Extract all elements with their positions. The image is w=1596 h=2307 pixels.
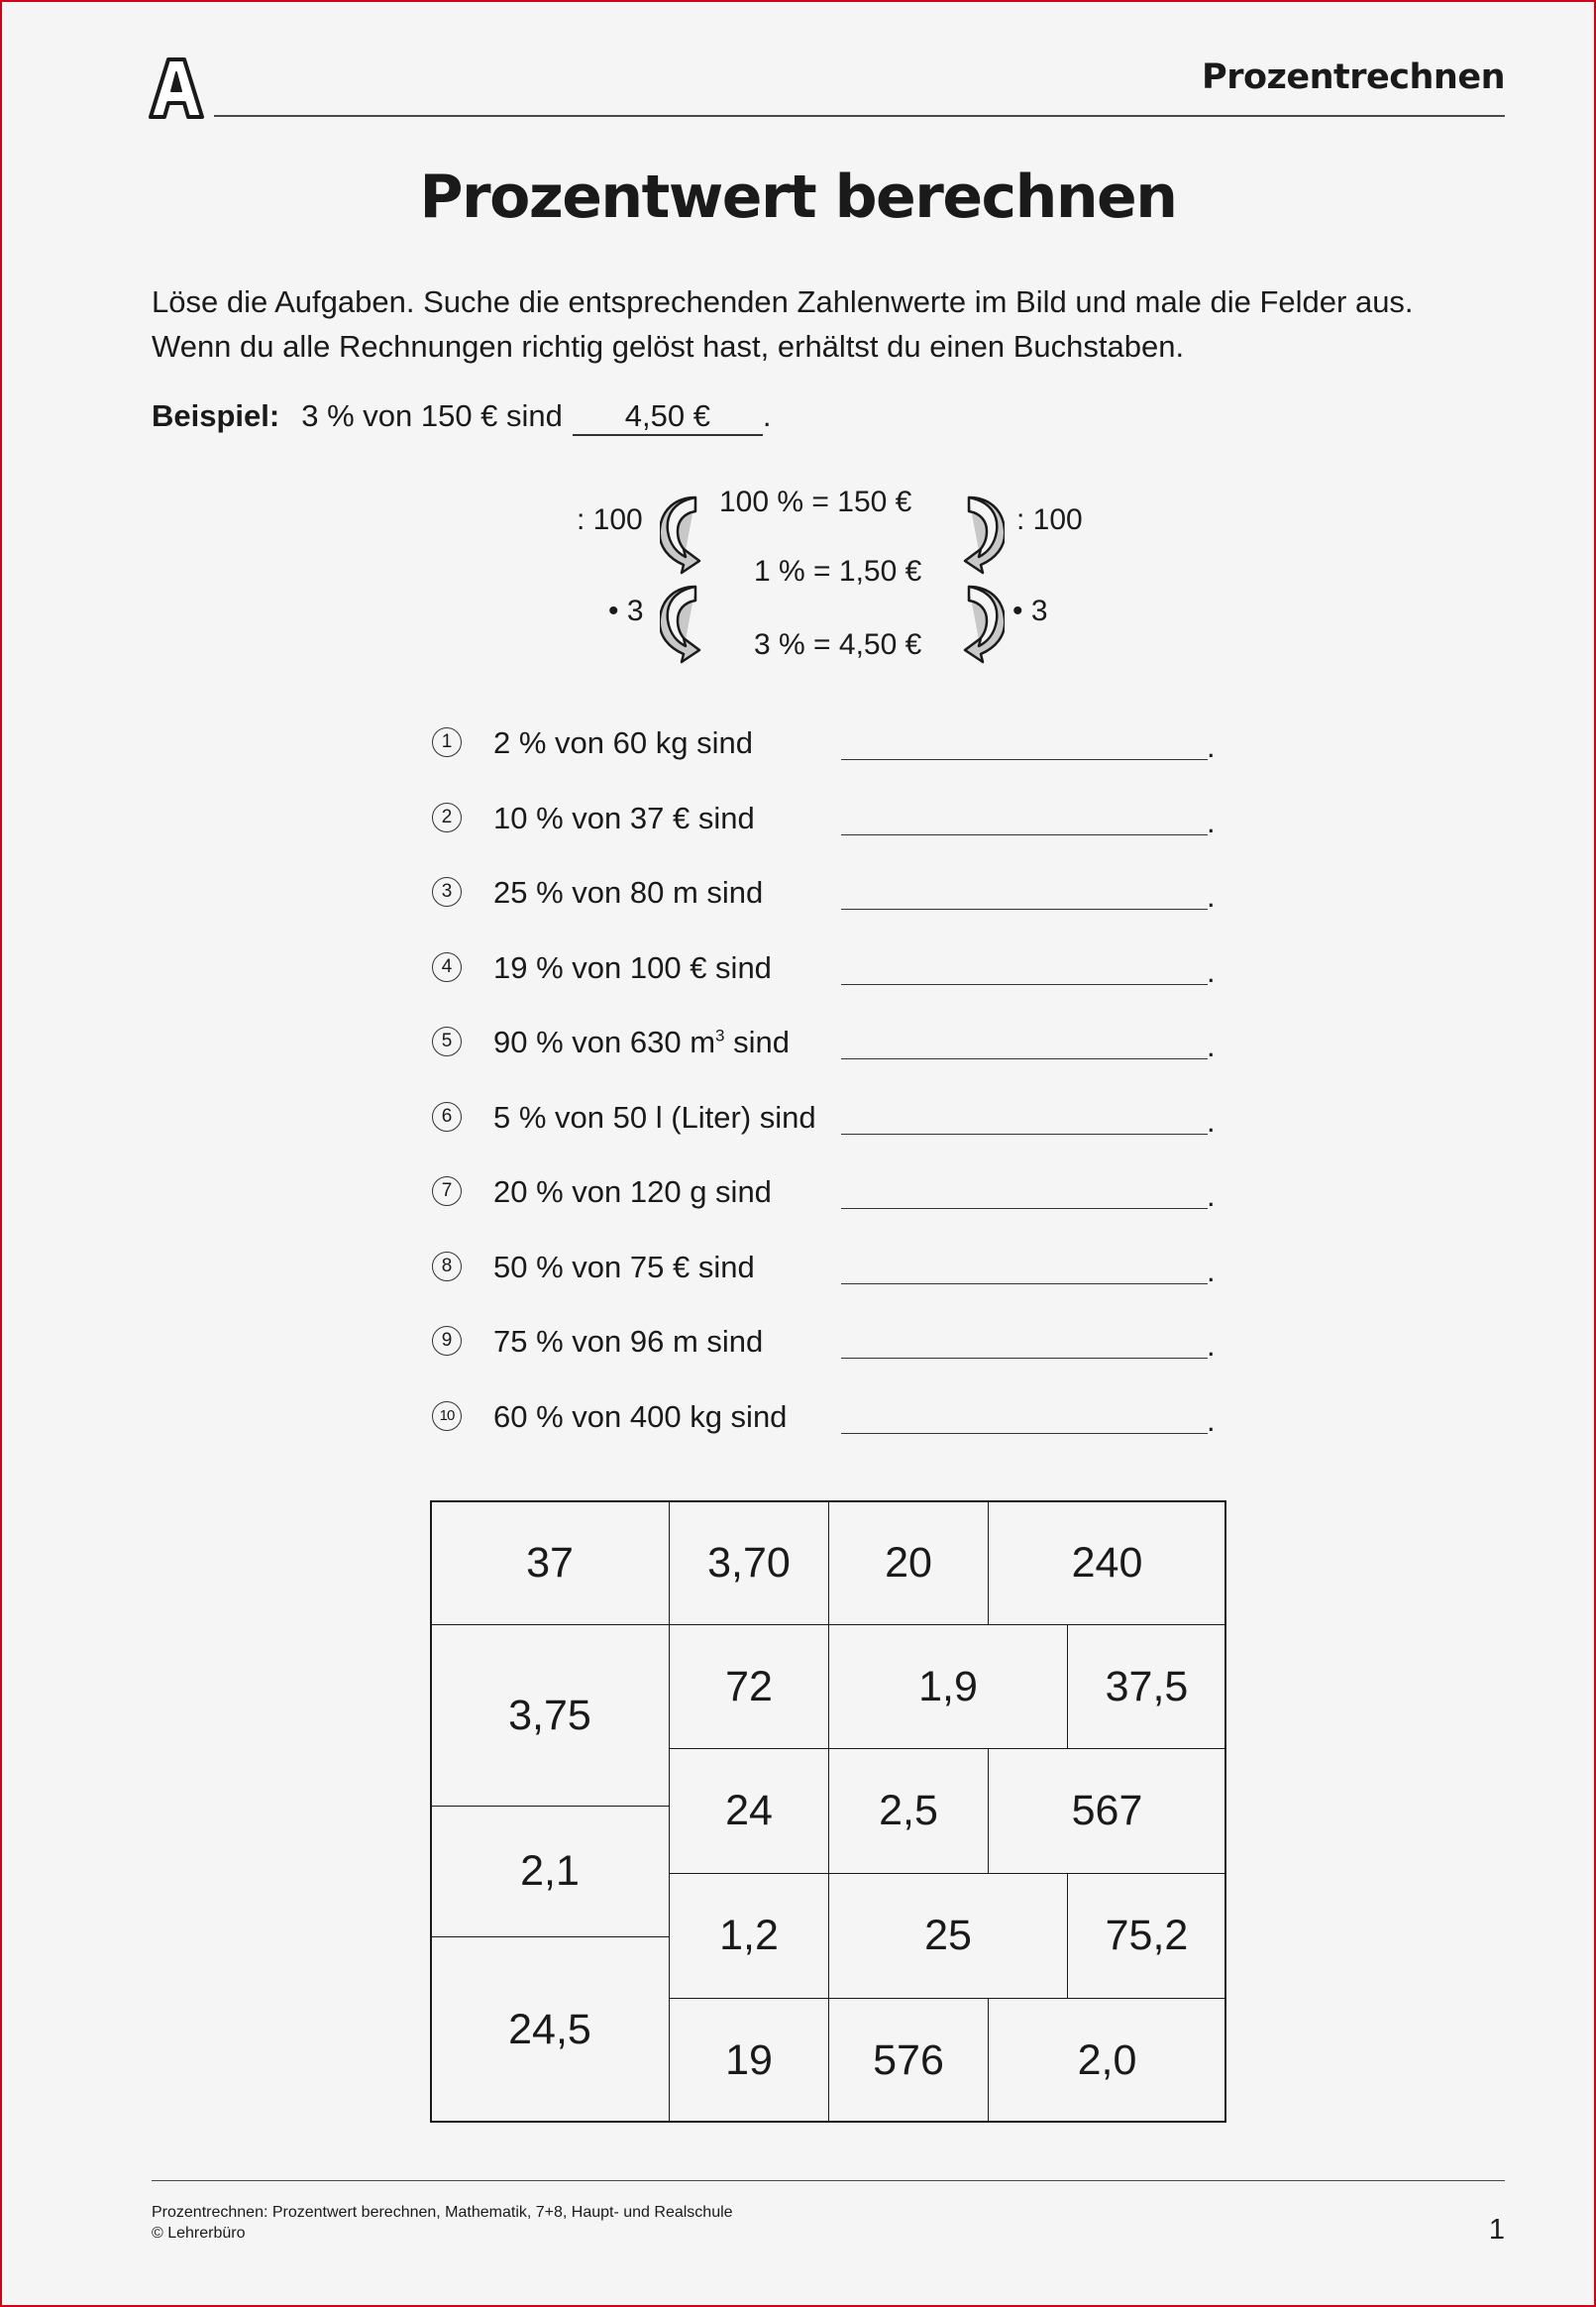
task-text: 5 % von 50 l (Liter) sind <box>493 1100 816 1135</box>
diagram-op-left-top: : 100 <box>577 503 643 536</box>
task-number: 3 <box>432 877 462 907</box>
task-period: . <box>1207 954 1216 989</box>
grid-cell[interactable]: 2,5 <box>828 1748 989 1874</box>
task-item <box>430 948 1223 992</box>
logo-letter-a <box>147 55 206 121</box>
coloring-grid <box>430 1500 1226 2123</box>
task-period: . <box>1207 1403 1216 1438</box>
task-number: 10 <box>432 1401 462 1431</box>
grid-cell[interactable]: 2,0 <box>988 1998 1226 2123</box>
grid-cell[interactable]: 37,5 <box>1067 1624 1226 1749</box>
page-title: Prozentwert berechnen <box>419 163 1177 232</box>
diagram-row-1: 100 % = 150 € <box>719 486 912 518</box>
example <box>152 398 772 436</box>
footer-divider <box>152 2180 1505 2181</box>
grid-cell[interactable]: 1,2 <box>669 1873 829 1999</box>
example-end: . <box>762 398 772 433</box>
example-answer: 4,50 € <box>573 398 763 436</box>
footer-source: Prozentrechnen: Prozentwert berechnen, Mathematik, 7+8, Haupt- und Realschule <box>152 2204 733 2221</box>
instructions-line-2: Wenn du alle Rechnungen richtig gelöst hast, erhältst du einen Buchstaben. <box>152 329 1185 364</box>
task-number: 4 <box>432 952 462 982</box>
example-text: 3 % von 150 € sind <box>301 398 563 433</box>
curved-arrow-left-top-icon <box>660 495 709 575</box>
page-number: 1 <box>1488 2214 1505 2246</box>
task-item <box>430 799 1223 842</box>
task-text: 50 % von 75 € sind <box>493 1250 755 1284</box>
curved-arrow-left-bottom-icon <box>660 585 709 664</box>
task-item <box>430 873 1223 917</box>
grid-cell[interactable]: 1,9 <box>828 1624 1068 1749</box>
task-text-tail: sind <box>724 1025 790 1059</box>
task-item <box>430 1023 1223 1066</box>
grid-cell[interactable]: 3,75 <box>430 1624 670 1807</box>
task-number: 5 <box>432 1027 462 1056</box>
answer-line[interactable] <box>841 834 1208 835</box>
answer-line[interactable] <box>841 984 1208 985</box>
diagram-row-2: 1 % = 1,50 € <box>754 555 922 588</box>
task-period: . <box>1207 1104 1216 1139</box>
grid-cell[interactable]: 20 <box>828 1500 989 1625</box>
task-text-main: 90 % von 630 m <box>493 1025 716 1059</box>
answer-line[interactable] <box>841 1208 1208 1209</box>
diagram-op-right-bottom: • 3 <box>1012 595 1048 627</box>
task-period: . <box>1207 1254 1216 1288</box>
diagram-op-right-top: : 100 <box>1016 503 1083 536</box>
answer-line[interactable] <box>841 1134 1208 1135</box>
grid-cell[interactable]: 576 <box>828 1998 989 2123</box>
task-text: 25 % von 80 m sind <box>493 875 764 910</box>
task-period: . <box>1207 729 1216 764</box>
task-text: 60 % von 400 kg sind <box>493 1399 788 1434</box>
task-text: 2 % von 60 kg sind <box>493 725 753 760</box>
task-text: 19 % von 100 € sind <box>493 950 772 985</box>
task-number: 6 <box>432 1102 462 1132</box>
diagram-row-3: 3 % = 4,50 € <box>754 628 922 661</box>
answer-line[interactable] <box>841 1358 1208 1359</box>
task-text-superscript: 3 <box>715 1026 725 1045</box>
grid-cell[interactable]: 25 <box>828 1873 1068 1999</box>
answer-line[interactable] <box>841 1433 1208 1434</box>
header-divider <box>214 115 1505 117</box>
grid-cell[interactable]: 24,5 <box>430 1936 670 2123</box>
answer-line[interactable] <box>841 1283 1208 1284</box>
task-number: 8 <box>432 1252 462 1281</box>
task-item <box>430 1248 1223 1291</box>
grid-cell[interactable]: 37 <box>430 1500 670 1625</box>
task-text: 10 % von 37 € sind <box>493 801 755 835</box>
task-period: . <box>1207 805 1216 839</box>
task-period: . <box>1207 1178 1216 1213</box>
answer-line[interactable] <box>841 909 1208 910</box>
grid-cell[interactable]: 24 <box>669 1748 829 1874</box>
task-period: . <box>1207 1328 1216 1363</box>
example-label: Beispiel: <box>152 398 280 433</box>
grid-cell[interactable]: 72 <box>669 1624 829 1749</box>
grid-cell[interactable]: 567 <box>988 1748 1226 1874</box>
task-item <box>430 723 1223 767</box>
grid-cell[interactable]: 75,2 <box>1067 1873 1226 1999</box>
grid-cell[interactable]: 19 <box>669 1998 829 2123</box>
grid-cell[interactable]: 2,1 <box>430 1806 670 1937</box>
task-item <box>430 1098 1223 1142</box>
task-item <box>430 1397 1223 1441</box>
task-period: . <box>1207 1029 1216 1063</box>
footer-copyright: © Lehrerbüro <box>152 2225 246 2242</box>
grid-cell[interactable]: 3,70 <box>669 1500 829 1625</box>
task-text <box>493 1025 790 1060</box>
instructions <box>152 279 1539 369</box>
grid-cell[interactable]: 240 <box>988 1500 1226 1625</box>
calculation-diagram <box>555 476 1110 674</box>
task-number: 9 <box>432 1326 462 1356</box>
instructions-line-1: Löse die Aufgaben. Suche die entsprechenden Zahlenwerte im Bild und male die Felder aus. <box>152 284 1414 319</box>
answer-line[interactable] <box>841 759 1208 760</box>
task-number: 1 <box>432 727 462 757</box>
task-number: 2 <box>432 803 462 832</box>
curved-arrow-right-top-icon <box>955 495 1005 575</box>
task-text: 20 % von 120 g sind <box>493 1174 772 1209</box>
curved-arrow-right-bottom-icon <box>955 585 1005 664</box>
task-item <box>430 1172 1223 1216</box>
header-topic: Prozentrechnen <box>1202 57 1505 97</box>
task-period: . <box>1207 879 1216 914</box>
task-item <box>430 1322 1223 1366</box>
task-number: 7 <box>432 1176 462 1206</box>
diagram-op-left-bottom: • 3 <box>608 595 644 627</box>
task-text: 75 % von 96 m sind <box>493 1324 764 1359</box>
answer-line[interactable] <box>841 1058 1208 1059</box>
